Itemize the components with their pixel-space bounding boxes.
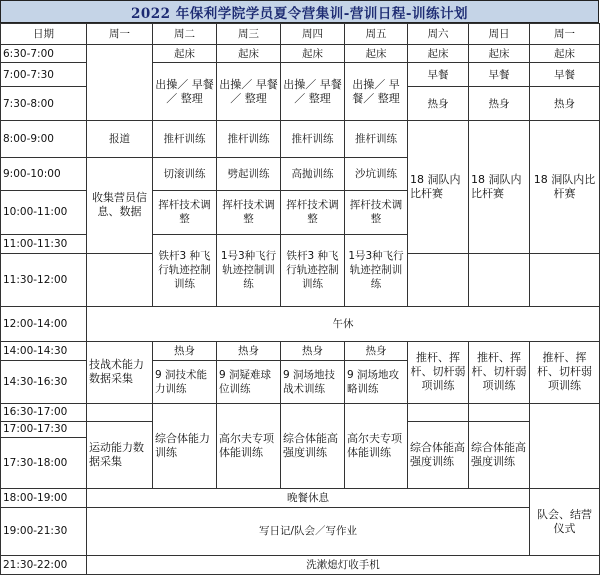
time-label: 8:00-9:00 (1, 121, 87, 157)
collect-mon: 收集营员信息、数据 (87, 157, 153, 253)
header-date: 日期 (1, 24, 87, 45)
time-label: 11:00-11:30 (1, 235, 87, 254)
time-label: 7:00-7:30 (1, 63, 87, 87)
warmup-sat: 热身 (408, 87, 469, 121)
weak-sat: 推杆、挥杆、切杆弱项训练 (408, 341, 469, 403)
hole9-tue: 9 洞技术能力训练 (153, 360, 217, 404)
golf-fit-wed: 高尔夫专项体能训练 (217, 404, 281, 489)
dinner-break: 晚餐休息 (87, 488, 530, 507)
warmup-sun: 热身 (469, 87, 530, 121)
empty-cell (87, 404, 153, 422)
header-mon2: 周一 (530, 24, 600, 45)
weak-sun: 推杆、挥杆、切杆弱项训练 (469, 341, 530, 403)
lights-out: 洗漱熄灯收手机 (87, 556, 600, 575)
swing-wed: 挥杆技术调整 (217, 190, 281, 235)
time-row (1, 121, 600, 157)
warmup-tue: 热身 (153, 341, 217, 360)
hole9-wed: 9 洞疑难球位训练 (217, 360, 281, 404)
empty-cell (530, 404, 600, 489)
breakfast-mon2: 早餐 (530, 63, 600, 87)
time-row (1, 404, 600, 422)
time-label: 12:00-14:00 (1, 306, 87, 341)
swing-fri: 挥杆技术调整 (345, 190, 408, 235)
time-label: 6:30-7:00 (1, 44, 87, 63)
time-label: 14:00-14:30 (1, 341, 87, 360)
time-label: 11:30-12:00 (1, 253, 87, 306)
schedule-title: 2022 年保利学院学员夏令营集训-营训日程-训练计划 (0, 0, 599, 23)
time-label: 9:00-10:00 (1, 157, 87, 190)
wake-sat: 起床 (408, 44, 469, 63)
fit-high-sat: 综合体能高强度训练 (408, 421, 469, 488)
warmup-mon2: 热身 (530, 87, 600, 121)
wood1-fri: 1号3种飞行轨迹控制训练 (345, 235, 408, 306)
time-row (1, 507, 600, 556)
time-row (1, 306, 600, 341)
header-row (1, 24, 600, 45)
header-fri: 周五 (345, 24, 408, 45)
diary-meeting: 写日记/队会／写作业 (87, 507, 530, 556)
match-sun: 18 洞队内比杆赛 (469, 121, 530, 254)
header-wed: 周三 (217, 24, 281, 45)
exercise-wed: 出操／ 早餐／ 整理 (217, 63, 281, 121)
wake-thu: 起床 (281, 44, 345, 63)
wake-tue: 起床 (153, 44, 217, 63)
match-sat: 18 洞队内比杆赛 (408, 121, 469, 254)
header-mon: 周一 (87, 24, 153, 45)
breakfast-sun: 早餐 (469, 63, 530, 87)
fit-high-sun: 综合体能高强度训练 (469, 421, 530, 488)
time-row (1, 556, 600, 575)
wake-mon2: 起床 (530, 44, 600, 63)
header-thu: 周四 (281, 24, 345, 45)
empty-cell (87, 44, 153, 121)
wood1-wed: 1号3种飞行轨迹控制训练 (217, 235, 281, 306)
empty-cell (469, 404, 530, 422)
iron3-tue: 铁杆3 种飞行轨迹控制训练 (153, 235, 217, 306)
swing-tue: 挥杆技术调整 (153, 190, 217, 235)
wake-fri: 起床 (345, 44, 408, 63)
exercise-fri: 出操／ 早餐／ 整理 (345, 63, 408, 121)
closing-ceremony: 队会、结营仪式 (530, 488, 600, 555)
lunch-break: 午休 (87, 306, 600, 341)
warmup-fri: 热身 (345, 341, 408, 360)
chip-fly-wed: 劈起训练 (217, 157, 281, 190)
empty-cell (87, 253, 153, 306)
time-row (1, 341, 600, 360)
empty-cell (530, 253, 600, 306)
report-mon: 报道 (87, 121, 153, 157)
pitch-high-thu: 高抛训练 (281, 157, 345, 190)
time-label: 17:30-18:00 (1, 438, 87, 489)
empty-cell (408, 253, 469, 306)
wake-wed: 起床 (217, 44, 281, 63)
exercise-tue: 出操／ 早餐／ 整理 (153, 63, 217, 121)
iron3-thu: 铁杆3 种飞行轨迹控制训练 (281, 235, 345, 306)
breakfast-sat: 早餐 (408, 63, 469, 87)
fit-tue: 综合体能力训练 (153, 404, 217, 489)
warmup-thu: 热身 (281, 341, 345, 360)
warmup-wed: 热身 (217, 341, 281, 360)
fitness-data-mon: 运动能力数据采集 (87, 421, 153, 488)
match-mon2: 18 洞队内比杆赛 (530, 121, 600, 254)
wake-sun: 起床 (469, 44, 530, 63)
hole9-thu: 9 洞场地技战术训练 (281, 360, 345, 404)
putt-wed: 推杆训练 (217, 121, 281, 157)
weak-mon2: 推杆、挥杆、切杆弱项训练 (530, 341, 600, 403)
time-label: 16:30-17:00 (1, 404, 87, 422)
header-sun: 周日 (469, 24, 530, 45)
time-label: 10:00-11:00 (1, 190, 87, 235)
time-row (1, 488, 600, 507)
empty-cell (408, 404, 469, 422)
empty-cell (469, 253, 530, 306)
chip-roll-tue: 切滚训练 (153, 157, 217, 190)
time-label: 19:00-21:30 (1, 507, 87, 556)
exercise-thu: 出操／ 早餐／ 整理 (281, 63, 345, 121)
time-label: 18:00-19:00 (1, 488, 87, 507)
putt-fri: 推杆训练 (345, 121, 408, 157)
golf-fit-fri: 高尔夫专项体能训练 (345, 404, 408, 489)
swing-thu: 挥杆技术调整 (281, 190, 345, 235)
time-label: 21:30-22:00 (1, 556, 87, 575)
putt-tue: 推杆训练 (153, 121, 217, 157)
bunker-fri: 沙坑训练 (345, 157, 408, 190)
tech-data-mon: 技战术能力数据采集 (87, 341, 153, 403)
fit-high-thu: 综合体能高强度训练 (281, 404, 345, 489)
time-label: 7:30-8:00 (1, 87, 87, 121)
putt-thu: 推杆训练 (281, 121, 345, 157)
header-tue: 周二 (153, 24, 217, 45)
header-sat: 周六 (408, 24, 469, 45)
hole9-fri: 9 洞场地攻略训练 (345, 360, 408, 404)
schedule-table (0, 23, 600, 575)
time-row (1, 44, 600, 63)
time-label: 14:30-16:30 (1, 360, 87, 404)
time-label: 17:00-17:30 (1, 421, 87, 438)
